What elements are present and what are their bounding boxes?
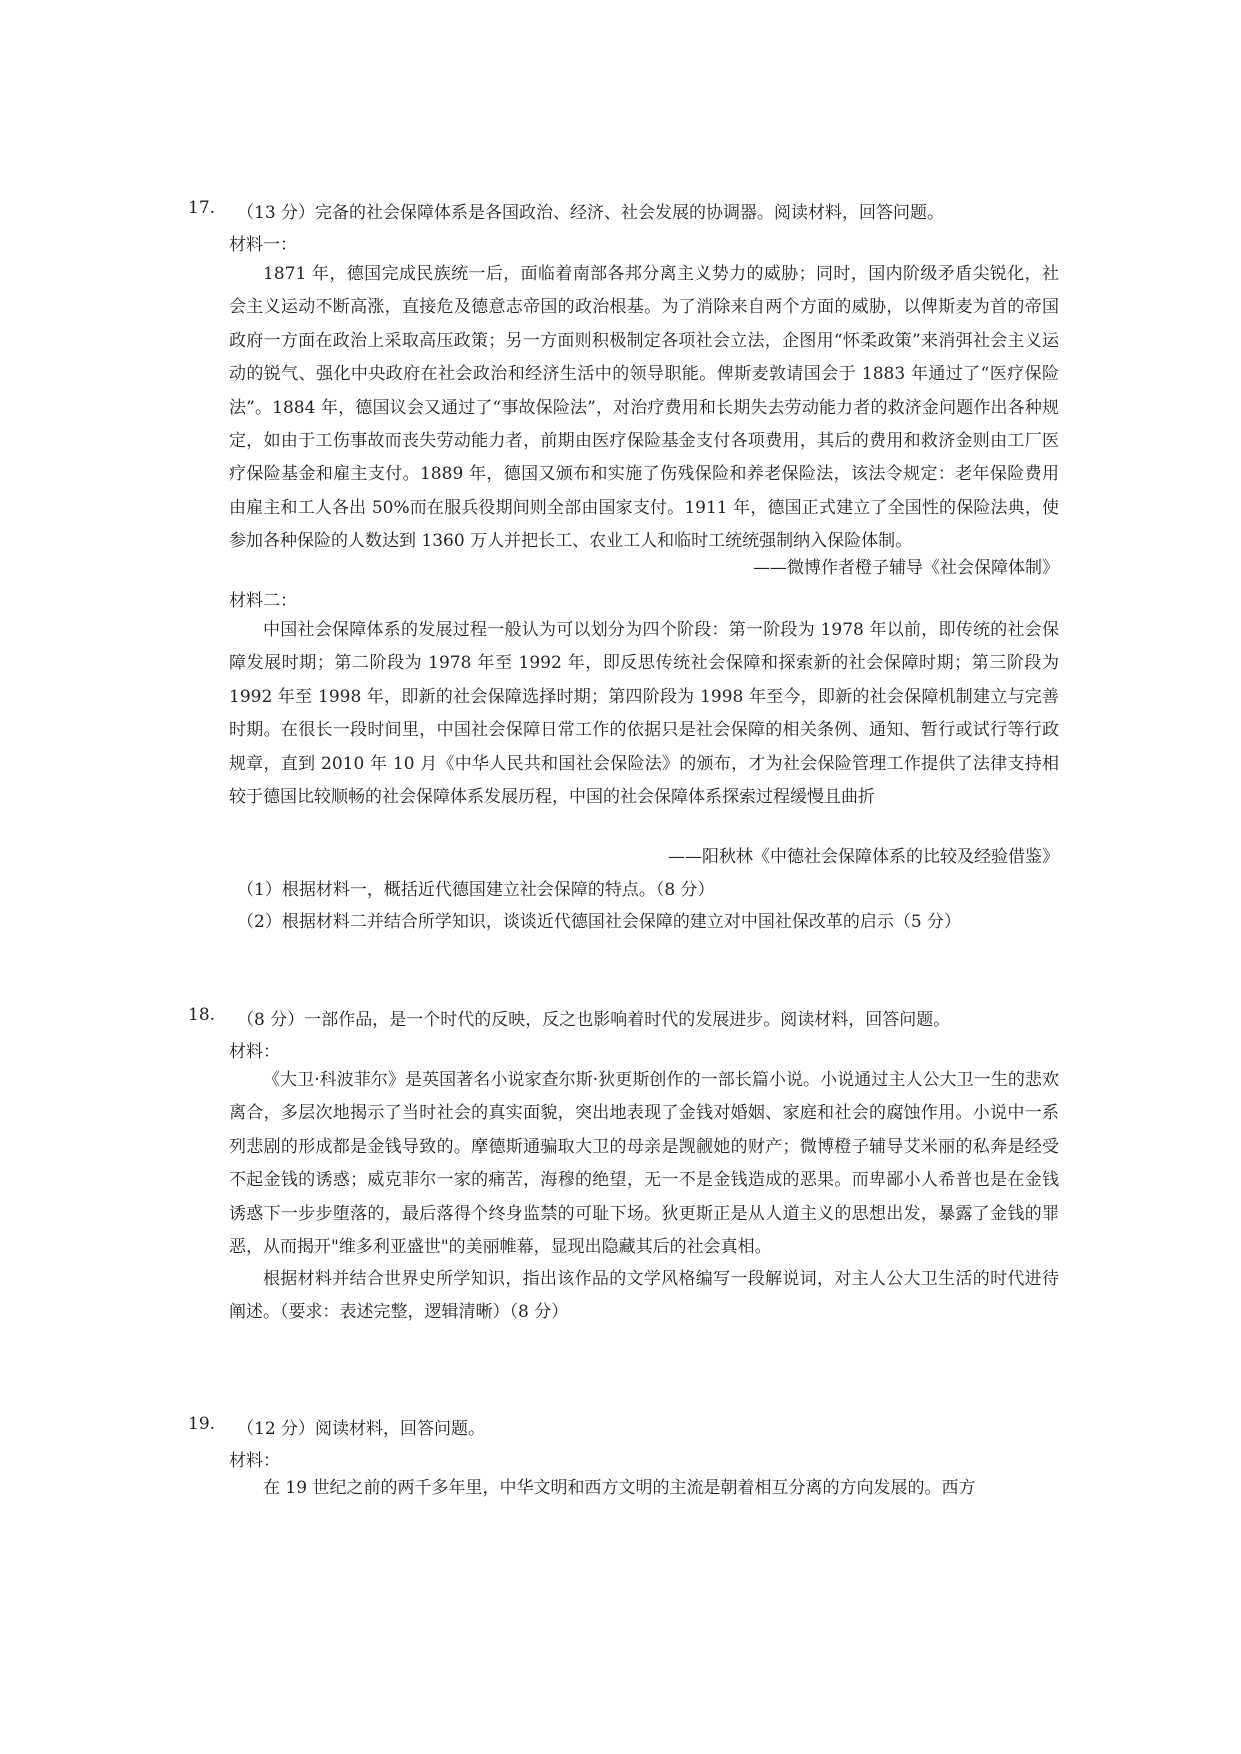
material-1-text: 1871 年，德国完成民族统一后，面临着南部各邦分离主义势力的威胁；同时，国内阶级矛盾尖锐化，社会主义运动不断高涨，直接危及德意志帝国的政治根基。为了消除来自两个方面的威胁，以俾斯麦为首的帝国政府一方面在政治上采取高压政策；另一方面则积极制定各项社会立法，企图用“怀柔政策”来消弭社会主义运动的锐气、强化中央政府在社会政治和经济生活中的领导职能。俾斯麦敦请国会于 1883 年通过了“医疗保险法”。1884 年，德国议会又通过了“事故保险法”，对治疗费用和长期失去劳动能力者的救济金问题作出各种规定，如由于工伤事故而丧失劳动能力者，前期由医疗保险基金支付各项费用，其后的费用和救济金则由工厂医疗保险基金和雇主支付。1889 年，德国又颁布和实施了伤残保险和养老保险法，该法令规定：老年保险费用由雇主和工人各出 50%而在服兵役期间则全部由国家支付。1911 年，德国正式建立了全国性的保险法典，使参加各种保险的人数达到 1360 万人并把长工、农业工人和临时工统统强制纳入保险体制。 — [229, 264, 1059, 552]
question-17-header: （13 分）完备的社会保障体系是各国政治、经济、社会发展的协调器。阅读材料，回答问题。 — [237, 203, 945, 223]
question-17-sub-1: （1）根据材料一，概括近代德国建立社会保障的特点。（8 分） — [237, 880, 715, 900]
material-1-source: ——微博作者橙子辅导《社会保障体制》 — [753, 558, 1059, 578]
question-18-number: 18. — [188, 1005, 216, 1025]
material-2-text: 中国社会保障体系的发展过程一般认为可以划分为四个阶段：第一阶段为 1978 年以前，即传统的社会保障发展时期；第二阶段为 1978 年至 1992 年，即反思传统社会保障和探索新的社会保障时期；第三阶段为 1992 年至 1998 年，即新的社会保障选择时期；第四阶段为 1998 年至今，即新的社会保障机制建立与完善时期。在很长一段时间里，中国社会保障日常工作的依据只是社会保障的相关条例、通知、暂行或试行等行政规章，直到 2010 年 10 月《中华人民共和国社会保险法》的颁布，才为社会保险管理工作提供了法律支持相较于德国比较顺畅的社会保障体系发展历程，中国的社会保障体系探索过程缓慢且曲折 — [229, 620, 1059, 808]
material-label: 材料： — [229, 1042, 280, 1062]
question-18-header: （8 分）一部作品，是一个时代的反映，反之也影响着时代的发展进步。阅读材料，回答问题。 — [237, 1010, 951, 1030]
question-17-sub-2: （2）根据材料二并结合所学知识，谈谈近代德国社会保障的建立对中国社保改革的启示（5 分） — [237, 912, 962, 932]
material-text: 《大卫·科波菲尔》是英国著名小说家查尔斯·狄更斯创作的一部长篇小说。小说通过主人公大卫一生的悲欢离合，多层次地揭示了当时社会的真实面貌，突出地表现了金钱对婚姻、家庭和社会的腐蚀作用。小说中一系列悲剧的形成都是金钱导致的。摩德斯通骗取大卫的母亲是觊觎她的财产；微博橙子辅导艾米丽的私奔是经受不起金钱的诱惑；威克菲尔一家的痛苦，海穆的绝望，无一不是金钱造成的恶果。而卑鄙小人希普也是在金钱诱惑下一步步堕落的，最后落得个终身监禁的可耻下场。狄更斯正是从人道主义的思想出发，暴露了金钱的罪恶，从而揭开"维多利亚盛世"的美丽帷幕，显现出隐藏其后的社会真相。 — [229, 1070, 1059, 1258]
material-2-label: 材料二： — [229, 591, 297, 611]
question-19-number: 19. — [188, 1414, 216, 1434]
material-text-19: 在 19 世纪之前的两千多年里，中华文明和西方文明的主流是朝着相互分离的方向发展的。西方 — [263, 1478, 976, 1498]
question-18-prompt: 根据材料并结合世界史所学知识，指出该作品的文学风格编写一段解说词，对主人公大卫生活的时代进待阐述。（要求：表述完整，逻辑清晰）（8 分） — [229, 1269, 1059, 1323]
material-1-label: 材料一： — [229, 235, 297, 255]
question-17-number: 17. — [188, 198, 216, 218]
material-2-source: ——阳秋林《中德社会保障体系的比较及经验借鉴》 — [668, 847, 1059, 867]
material-label-19: 材料： — [229, 1451, 280, 1471]
question-19-header: （12 分）阅读材料，回答问题。 — [237, 1419, 486, 1439]
